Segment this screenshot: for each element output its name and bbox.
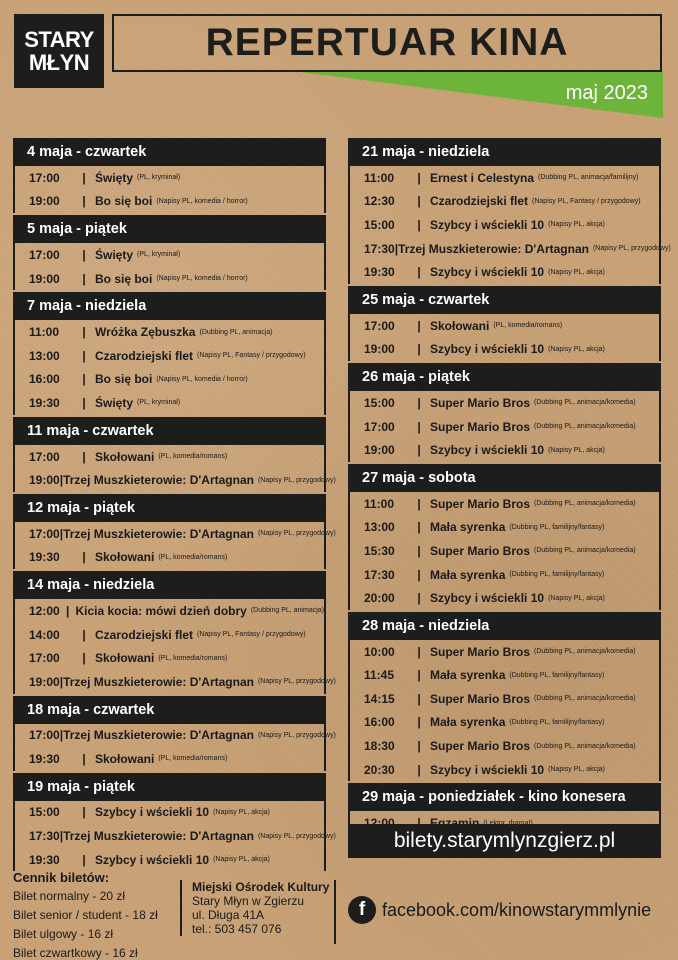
separator: | bbox=[82, 247, 86, 262]
movie-title: Skołowani bbox=[95, 550, 155, 565]
movie-title: Super Mario Bros bbox=[430, 395, 531, 410]
separator: | bbox=[417, 194, 421, 209]
separator: | bbox=[59, 728, 64, 743]
showing-row[interactable] bbox=[348, 415, 661, 439]
separator: | bbox=[417, 342, 421, 357]
day-header: 18 maja - czwartek bbox=[13, 696, 326, 724]
day-header: 14 maja - niedziela bbox=[13, 571, 326, 599]
day-header: 28 maja - niedziela bbox=[348, 612, 661, 640]
show-time: 17:00 bbox=[29, 170, 60, 185]
movie-info: (Napisy PL, komedia / horror) bbox=[156, 275, 248, 283]
showing-row[interactable] bbox=[348, 664, 661, 688]
movie-title: Święty bbox=[95, 395, 134, 410]
movie-info: (Dubbing PL, familijny/fantasy) bbox=[509, 571, 605, 579]
separator: | bbox=[417, 644, 421, 659]
separator: | bbox=[66, 603, 70, 618]
movie-info: (Napisy PL, akcja) bbox=[548, 766, 605, 774]
separator: | bbox=[417, 715, 421, 730]
showing-row[interactable] bbox=[348, 438, 661, 462]
day-header: 5 maja - piątek bbox=[13, 215, 326, 243]
movie-title: Święty bbox=[95, 170, 134, 185]
separator: | bbox=[417, 739, 421, 754]
showing-row[interactable] bbox=[13, 445, 326, 469]
movie-info: (Dubbing PL, animacja) bbox=[199, 328, 273, 336]
venue-phone: tel.: 503 457 076 bbox=[192, 922, 282, 936]
separator: | bbox=[59, 674, 64, 689]
day-header: 19 maja - piątek bbox=[13, 773, 326, 801]
movie-title: Bo się boi bbox=[95, 194, 153, 209]
movie-info: (Napisy PL, przygodowy) bbox=[592, 245, 671, 253]
show-time: 13:00 bbox=[29, 348, 60, 363]
movie-title: Szybcy i wściekli 10 bbox=[95, 805, 210, 820]
showing-row[interactable] bbox=[348, 314, 661, 338]
movie-info: (Dubbing PL, animacja/komedia) bbox=[534, 399, 636, 407]
movie-info: (PL, kryminał) bbox=[137, 174, 181, 182]
movie-title: Skołowani bbox=[95, 751, 155, 766]
movie-info: (Dubbing PL, animacja/komedia) bbox=[534, 695, 636, 703]
stary-mlyn-logo bbox=[14, 14, 104, 88]
show-time: 14:00 bbox=[29, 627, 60, 642]
show-time: 10:00 bbox=[364, 644, 395, 659]
show-time: 17:00 bbox=[364, 318, 395, 333]
day-header: 12 maja - piątek bbox=[13, 494, 326, 522]
movie-info: (Napisy PL, komedia / horror) bbox=[156, 197, 248, 205]
separator: | bbox=[82, 372, 86, 387]
movie-info: (PL, kryminał) bbox=[137, 399, 181, 407]
showing-row[interactable] bbox=[348, 516, 661, 540]
day-header: 29 maja - poniedziałek - kino konesera bbox=[348, 783, 661, 811]
movie-info: (PL, komedia/romans) bbox=[158, 654, 228, 662]
divider bbox=[334, 880, 336, 944]
movie-title: Szybcy i wściekli 10 bbox=[430, 217, 545, 232]
separator: | bbox=[417, 496, 421, 511]
show-time: 15:00 bbox=[364, 217, 395, 232]
movie-info: (Napisy PL, przygodowy) bbox=[257, 832, 336, 840]
show-time: 17:00 bbox=[29, 651, 60, 666]
price-item: Bilet senior / student - 18 zł bbox=[13, 908, 158, 922]
movie-info: (Napisy PL, akcja) bbox=[548, 221, 605, 229]
show-time: 17:00 bbox=[29, 526, 60, 541]
show-time: 19:30 bbox=[29, 751, 60, 766]
separator: | bbox=[82, 852, 86, 867]
show-time: 17:30 bbox=[364, 241, 395, 256]
showing-row[interactable] bbox=[348, 586, 661, 610]
show-time: 15:00 bbox=[29, 805, 60, 820]
show-time: 12:00 bbox=[29, 603, 60, 618]
movie-title: Czarodziejski flet bbox=[430, 194, 529, 209]
movie-info: (Dubbing PL, familijny/fantasy) bbox=[509, 718, 605, 726]
show-time: 19:30 bbox=[29, 395, 60, 410]
showing-row[interactable] bbox=[348, 391, 661, 415]
separator: | bbox=[82, 194, 86, 209]
schedule-column-right bbox=[348, 136, 671, 835]
price-item: Bilet normalny - 20 zł bbox=[13, 889, 126, 903]
separator: | bbox=[82, 805, 86, 820]
showing-row[interactable] bbox=[13, 599, 326, 623]
movie-title: Bo się boi bbox=[95, 372, 153, 387]
day-header: 21 maja - niedziela bbox=[348, 138, 661, 166]
movie-title: Kicia kocia: mówi dzień dobry bbox=[75, 603, 247, 618]
movie-info: (Dubbing PL, animacja/komedia) bbox=[534, 500, 636, 508]
separator: | bbox=[82, 348, 86, 363]
showing-row[interactable] bbox=[13, 190, 326, 214]
movie-info: (Napisy PL, Fantasy / przygodowy) bbox=[197, 631, 306, 639]
movie-info: (PL, komedia/romans) bbox=[158, 453, 228, 461]
show-time: 16:00 bbox=[29, 372, 60, 387]
separator: | bbox=[417, 318, 421, 333]
showing-row[interactable] bbox=[13, 522, 336, 546]
show-time: 19:00 bbox=[29, 674, 60, 689]
show-time: 17:00 bbox=[29, 247, 60, 262]
separator: | bbox=[82, 325, 86, 340]
movie-title: Mała syrenka bbox=[430, 520, 506, 535]
separator: | bbox=[417, 265, 421, 280]
showing-row[interactable] bbox=[348, 213, 661, 237]
price-list-title: Cennik biletów: bbox=[13, 870, 110, 885]
separator: | bbox=[82, 395, 86, 410]
showing-row[interactable] bbox=[348, 687, 661, 711]
day-header: 27 maja - sobota bbox=[348, 464, 661, 492]
movie-info: (Dubbing PL, animacja/komedia) bbox=[534, 742, 636, 750]
showing-row[interactable] bbox=[13, 824, 336, 848]
venue-info bbox=[180, 880, 329, 936]
showing-row[interactable] bbox=[13, 243, 326, 267]
show-time: 11:00 bbox=[364, 496, 395, 511]
show-time: 20:30 bbox=[364, 762, 395, 777]
separator: | bbox=[82, 550, 86, 565]
separator: | bbox=[82, 271, 86, 286]
movie-title: Super Mario Bros bbox=[430, 419, 531, 434]
separator: | bbox=[417, 443, 421, 458]
show-time: 11:00 bbox=[364, 170, 395, 185]
movie-title: Trzej Muszkieterowie: D'Artagnan bbox=[63, 728, 254, 743]
movie-info: (Dubbing PL, animacja) bbox=[250, 607, 324, 615]
showing-row[interactable] bbox=[13, 747, 326, 771]
movie-title: Skołowani bbox=[95, 449, 155, 464]
separator: | bbox=[394, 241, 399, 256]
month-label: maj 2023 bbox=[565, 82, 648, 104]
movie-info: (Napisy PL, akcja) bbox=[548, 268, 605, 276]
show-time: 19:00 bbox=[29, 473, 60, 488]
separator: | bbox=[417, 567, 421, 582]
show-time: 11:45 bbox=[364, 668, 395, 683]
movie-info: (Napisy PL, akcja) bbox=[548, 594, 605, 602]
show-time: 17:30 bbox=[364, 567, 395, 582]
movie-info: (PL, kryminał) bbox=[137, 251, 181, 259]
movie-info: (Napisy PL, Fantasy / przygodowy) bbox=[197, 352, 306, 360]
venue-line2: Stary Młyn w Zgierzu bbox=[192, 894, 305, 908]
showing-row[interactable] bbox=[13, 344, 326, 368]
movie-info: (PL, komedia/romans) bbox=[493, 322, 563, 330]
movie-title: Mała syrenka bbox=[430, 715, 506, 730]
showing-row[interactable] bbox=[13, 546, 326, 570]
separator: | bbox=[59, 829, 64, 844]
showing-row[interactable] bbox=[348, 338, 661, 362]
separator: | bbox=[417, 543, 421, 558]
movie-info: (Napisy PL, akcja) bbox=[213, 856, 270, 864]
movie-info: (Napisy PL, akcja) bbox=[548, 345, 605, 353]
movie-title: Czarodziejski flet bbox=[95, 627, 194, 642]
showing-row[interactable] bbox=[13, 267, 326, 291]
day-header: 25 maja - czwartek bbox=[348, 286, 661, 314]
movie-title: Szybcy i wściekli 10 bbox=[95, 852, 210, 867]
movie-title: Święty bbox=[95, 247, 134, 262]
showing-row[interactable] bbox=[13, 646, 326, 670]
show-time: 19:00 bbox=[29, 271, 60, 286]
show-time: 19:00 bbox=[29, 194, 60, 209]
tickets-url[interactable]: bilety.starymlynzgierz.pl bbox=[348, 824, 661, 858]
movie-info: (Napisy PL, akcja) bbox=[213, 808, 270, 816]
facebook-icon: f bbox=[348, 896, 376, 924]
movie-title: Mała syrenka bbox=[430, 668, 506, 683]
show-time: 16:00 bbox=[364, 715, 395, 730]
show-time: 19:30 bbox=[364, 265, 395, 280]
movie-title: Trzej Muszkieterowie: D'Artagnan bbox=[63, 674, 254, 689]
movie-info: (Dubbing PL, animacja/komedia) bbox=[534, 648, 636, 656]
separator: | bbox=[417, 217, 421, 232]
movie-title: Szybcy i wściekli 10 bbox=[430, 443, 545, 458]
show-time: 19:00 bbox=[364, 342, 395, 357]
separator: | bbox=[417, 395, 421, 410]
title-box bbox=[112, 14, 662, 72]
show-time: 17:00 bbox=[364, 419, 395, 434]
movie-info: (PL, komedia/romans) bbox=[158, 553, 228, 561]
show-time: 14:15 bbox=[364, 691, 395, 706]
show-time: 19:30 bbox=[29, 852, 60, 867]
showing-row[interactable] bbox=[348, 640, 661, 664]
show-time: 17:00 bbox=[29, 728, 60, 743]
movie-info: (Napisy PL, przygodowy) bbox=[257, 678, 336, 686]
showing-row[interactable] bbox=[13, 724, 336, 748]
movie-title: Ernest i Celestyna bbox=[430, 170, 535, 185]
movie-info: (Napisy PL, przygodowy) bbox=[257, 476, 336, 484]
separator: | bbox=[417, 170, 421, 185]
schedule-column-left bbox=[13, 136, 336, 871]
movie-title: Bo się boi bbox=[95, 271, 153, 286]
movie-title: Szybcy i wściekli 10 bbox=[430, 591, 545, 606]
venue-address: ul. Długa 41A bbox=[192, 908, 265, 922]
day-header: 4 maja - czwartek bbox=[13, 138, 326, 166]
separator: | bbox=[417, 691, 421, 706]
showing-row[interactable] bbox=[348, 166, 661, 190]
separator: | bbox=[59, 473, 64, 488]
showing-row[interactable] bbox=[13, 801, 326, 825]
page-title: REPERTUAR KINA bbox=[205, 21, 569, 64]
movie-info: (Dubbing PL, familijny/fantasy) bbox=[509, 671, 605, 679]
venue-name: Miejski Ośrodek Kultury bbox=[192, 880, 330, 894]
show-time: 13:00 bbox=[364, 520, 395, 535]
show-time: 15:30 bbox=[364, 543, 395, 558]
facebook-url: facebook.com/kinowstarymmlynie bbox=[382, 899, 652, 920]
separator: | bbox=[417, 668, 421, 683]
movie-title: Szybcy i wściekli 10 bbox=[430, 265, 545, 280]
showing-row[interactable] bbox=[348, 492, 661, 516]
movie-title: Trzej Muszkieterowie: D'Artagnan bbox=[63, 526, 254, 541]
showing-row[interactable] bbox=[348, 539, 661, 563]
movie-title: Super Mario Bros bbox=[430, 543, 531, 558]
showing-row[interactable] bbox=[13, 468, 336, 492]
show-time: 20:00 bbox=[364, 591, 395, 606]
facebook-link[interactable] bbox=[348, 896, 651, 924]
showing-row[interactable] bbox=[348, 711, 661, 735]
showing-row[interactable] bbox=[13, 368, 326, 392]
showing-row[interactable] bbox=[13, 391, 326, 415]
showing-row[interactable] bbox=[348, 237, 671, 261]
showing-row[interactable] bbox=[348, 734, 661, 758]
day-header: 26 maja - piątek bbox=[348, 363, 661, 391]
movie-title: Super Mario Bros bbox=[430, 739, 531, 754]
separator: | bbox=[417, 520, 421, 535]
price-item: Bilet czwartkowy - 16 zł bbox=[13, 946, 138, 960]
movie-info: (Napisy PL, przygodowy) bbox=[257, 530, 336, 538]
logo-line-1: STARY bbox=[24, 27, 94, 52]
movie-info: (Napisy PL, komedia / horror) bbox=[156, 375, 248, 383]
separator: | bbox=[82, 651, 86, 666]
movie-info: (Dubbing PL, familijny/fantasy) bbox=[509, 523, 605, 531]
movie-title: Trzej Muszkieterowie: D'Artagnan bbox=[63, 473, 254, 488]
separator: | bbox=[82, 170, 86, 185]
separator: | bbox=[417, 762, 421, 777]
separator: | bbox=[82, 627, 86, 642]
movie-title: Mała syrenka bbox=[430, 567, 506, 582]
movie-title: Super Mario Bros bbox=[430, 644, 531, 659]
movie-info: (Dubbing PL, animacja/komedia) bbox=[534, 547, 636, 555]
movie-info: (PL, komedia/romans) bbox=[158, 755, 228, 763]
showing-row[interactable] bbox=[348, 563, 661, 587]
show-time: 11:00 bbox=[29, 325, 60, 340]
separator: | bbox=[82, 449, 86, 464]
showing-row[interactable] bbox=[13, 623, 326, 647]
movie-title: Szybcy i wściekli 10 bbox=[430, 342, 545, 357]
movie-title: Skołowani bbox=[430, 318, 490, 333]
show-time: 18:30 bbox=[364, 739, 395, 754]
separator: | bbox=[417, 419, 421, 434]
price-list bbox=[13, 868, 158, 960]
movie-title: Skołowani bbox=[95, 651, 155, 666]
show-time: 17:00 bbox=[29, 449, 60, 464]
showing-row[interactable] bbox=[13, 670, 336, 694]
logo-line-2: MŁYN bbox=[28, 50, 90, 75]
movie-title: Szybcy i wściekli 10 bbox=[430, 762, 545, 777]
showing-row[interactable] bbox=[13, 320, 326, 344]
showing-row[interactable] bbox=[348, 190, 661, 214]
show-time: 12:30 bbox=[364, 194, 395, 209]
show-time: 19:00 bbox=[364, 443, 395, 458]
movie-info: (Napisy PL, Fantasy / przygodowy) bbox=[532, 197, 641, 205]
movie-title: Trzej Muszkieterowie: D'Artagnan bbox=[63, 829, 254, 844]
day-header: 7 maja - niedziela bbox=[13, 292, 326, 320]
show-time: 19:30 bbox=[29, 550, 60, 565]
show-time: 15:00 bbox=[364, 395, 395, 410]
showing-row[interactable] bbox=[348, 260, 661, 284]
movie-title: Trzej Muszkieterowie: D'Artagnan bbox=[398, 241, 589, 256]
movie-title: Czarodziejski flet bbox=[95, 348, 194, 363]
movie-info: (Napisy PL, akcja) bbox=[548, 446, 605, 454]
separator: | bbox=[417, 591, 421, 606]
show-time: 17:30 bbox=[29, 829, 60, 844]
movie-title: Wróżka Zębuszka bbox=[95, 325, 196, 340]
separator: | bbox=[59, 526, 64, 541]
showing-row[interactable] bbox=[13, 166, 326, 190]
movie-info: (Dubbing PL, animacja/familijny) bbox=[538, 174, 639, 182]
movie-title: Super Mario Bros bbox=[430, 496, 531, 511]
movie-title: Super Mario Bros bbox=[430, 691, 531, 706]
day-header: 11 maja - czwartek bbox=[13, 417, 326, 445]
price-item: Bilet ulgowy - 16 zł bbox=[13, 927, 114, 941]
movie-info: (Dubbing PL, animacja/komedia) bbox=[534, 423, 636, 431]
movie-info: (Napisy PL, przygodowy) bbox=[257, 731, 336, 739]
separator: | bbox=[82, 751, 86, 766]
showing-row[interactable] bbox=[348, 758, 661, 782]
